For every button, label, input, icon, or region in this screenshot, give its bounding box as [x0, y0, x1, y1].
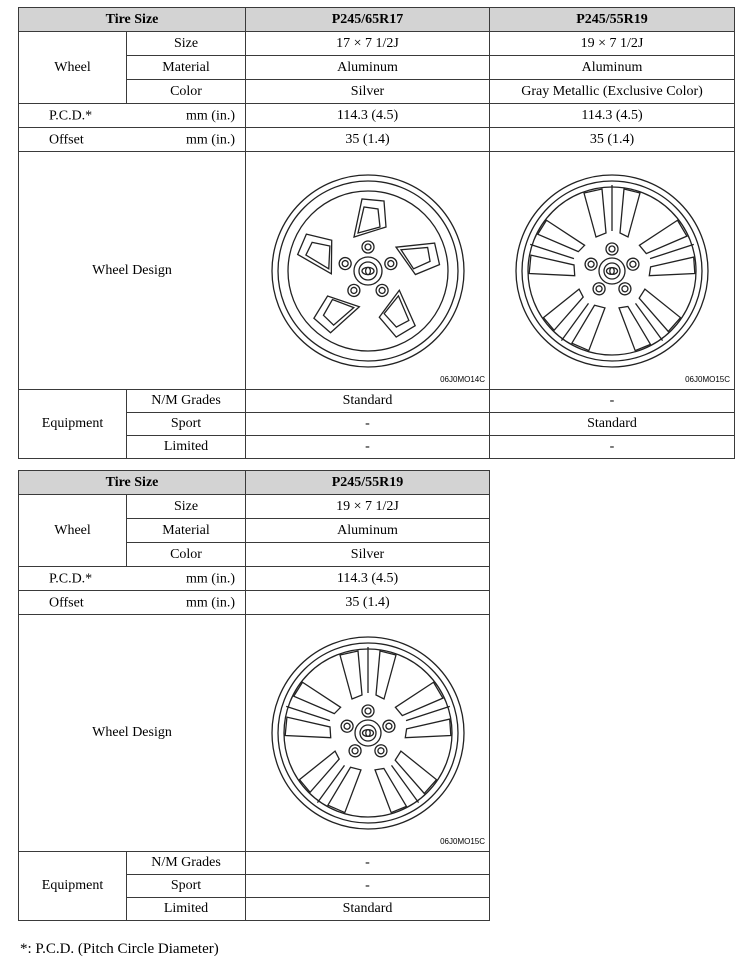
offset-label-cell [19, 128, 246, 152]
nm-col1: Standard [246, 390, 490, 413]
material-col1: Aluminum [246, 519, 490, 543]
wheel-design-label: Wheel Design [19, 152, 246, 390]
pcd-unit: mm (in.) [186, 107, 236, 123]
tire-size-col1: P245/55R19 [246, 471, 490, 495]
wheel-label: Wheel [19, 32, 127, 104]
wheel-spec-table-1 [18, 7, 735, 459]
limited-col1: Standard [246, 898, 490, 921]
size-col1: 17 × 7 1/2J [246, 32, 490, 56]
pcd-label-cell [19, 104, 246, 128]
offset-label: Offset [49, 594, 84, 610]
offset-col1: 35 (1.4) [246, 128, 490, 152]
pcd-col2: 114.3 (4.5) [490, 104, 735, 128]
limited-col2: - [490, 436, 735, 459]
pcd-label: P.C.D.* [49, 107, 93, 123]
pcd-col1: 114.3 (4.5) [246, 104, 490, 128]
offset-unit: mm (in.) [186, 594, 236, 610]
color-col1: Silver [246, 80, 490, 104]
material-col1: Aluminum [246, 56, 490, 80]
grade-limited: Limited [127, 898, 246, 921]
tire-size-label: Tire Size [19, 8, 246, 32]
sport-col1: - [246, 413, 490, 436]
pcd-label: P.C.D.* [49, 570, 93, 586]
grade-nm: N/M Grades [127, 852, 246, 875]
limited-col1: - [246, 436, 490, 459]
material-label: Material [127, 56, 246, 80]
tire-size-label: Tire Size [19, 471, 246, 495]
tire-size-col1: P245/65R17 [246, 8, 490, 32]
color-col2: Gray Metallic (Exclusive Color) [490, 80, 735, 104]
size-label: Size [127, 32, 246, 56]
sport-col1: - [246, 875, 490, 898]
wheel-19in-silver-image [268, 633, 468, 833]
size-col1: 19 × 7 1/2J [246, 495, 490, 519]
color-label: Color [127, 543, 246, 567]
wheel-17in-image [268, 171, 468, 371]
wheel-spec-table-2 [18, 470, 490, 921]
pcd-label-cell [19, 567, 246, 591]
wheel-design-label: Wheel Design [19, 615, 246, 852]
grade-sport: Sport [127, 875, 246, 898]
pcd-unit: mm (in.) [186, 570, 236, 586]
wheel-design-17-cell [246, 152, 490, 390]
image-code-1: 06J0MO14C [440, 375, 486, 385]
wheel-design-19-silver-cell [246, 615, 490, 852]
nm-col2: - [490, 390, 735, 413]
equipment-label: Equipment [19, 390, 127, 459]
material-col2: Aluminum [490, 56, 735, 80]
tire-size-col2: P245/55R19 [490, 8, 735, 32]
image-code-3: 06J0MO15C [440, 837, 486, 847]
wheel-label: Wheel [19, 495, 127, 567]
color-col1: Silver [246, 543, 490, 567]
offset-unit: mm (in.) [186, 131, 236, 147]
offset-col1: 35 (1.4) [246, 591, 490, 615]
equipment-label: Equipment [19, 852, 127, 921]
footnote: *: P.C.D. (Pitch Circle Diameter) [20, 941, 219, 957]
size-label: Size [127, 495, 246, 519]
sport-col2: Standard [490, 413, 735, 436]
size-col2: 19 × 7 1/2J [490, 32, 735, 56]
pcd-col1: 114.3 (4.5) [246, 567, 490, 591]
wheel-19in-gray-image [512, 171, 712, 371]
material-label: Material [127, 519, 246, 543]
color-label: Color [127, 80, 246, 104]
offset-col2: 35 (1.4) [490, 128, 735, 152]
grade-sport: Sport [127, 413, 246, 436]
grade-nm: N/M Grades [127, 390, 246, 413]
offset-label: Offset [49, 131, 84, 147]
image-code-2: 06J0MO15C [685, 375, 731, 385]
grade-limited: Limited [127, 436, 246, 459]
nm-col1: - [246, 852, 490, 875]
wheel-design-19-cell [490, 152, 735, 390]
offset-label-cell [19, 591, 246, 615]
